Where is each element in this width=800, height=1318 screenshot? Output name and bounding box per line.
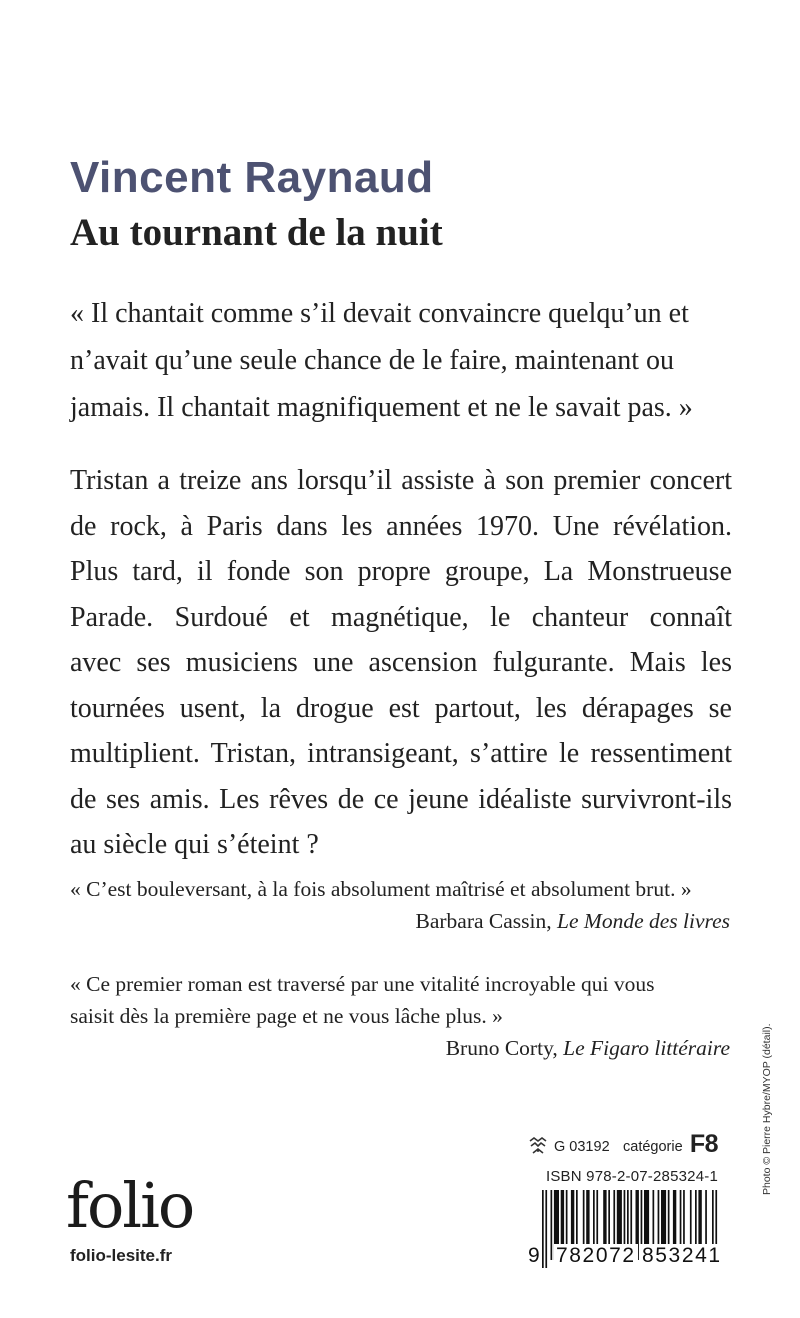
review-publication: Le Monde des livres [557,909,730,933]
description-line: au siècle qui s’éteint ? [70,829,319,860]
review-source [70,1032,730,1064]
review-quote-line: « C’est bouleversant, à la fois absolument maîtrisé et absolument brut. » [70,877,692,901]
description-line: multiplient. Tristan, intransigeant, s’attire le ressentiment [70,738,732,769]
review-publication: Le Figaro littéraire [563,1036,730,1060]
catalog-code: G 03192 [554,1139,610,1155]
photo-credit: Photo © Pierre Hybre/MYOP (détail). [761,1023,773,1195]
book-description [70,458,732,868]
description-line: Tristan a treize ans lorsqu’il assiste à son premier concert [70,465,732,496]
press-review-1 [70,873,730,937]
review-author: Bruno Corty, [445,1036,564,1060]
review-quote-line: saisit dès la première page et ne vous lâche plus. » [70,1004,503,1028]
isbn-number: ISBN 978-2-07-285324-1 [545,1168,718,1185]
epigraph-line: jamais. Il chantait magnifiquement et ne le savait pas. » [70,392,693,423]
epigraph-line: n’avait qu’une seule chance de le faire, maintenant ou [70,345,675,376]
catalog-line [528,1130,718,1164]
folio-logo: folio [66,1169,194,1242]
barcode-digits [528,1244,720,1270]
epigraph-quote [70,290,732,431]
publisher-website: folio-lesite.fr [70,1246,173,1265]
review-source [70,905,730,937]
publisher-emblem-icon [528,1137,548,1155]
press-review-2 [70,968,730,1064]
description-line: tournées usent, la drogue est partout, les dérapages se [70,692,732,724]
description-line: de ses amis. Les rêves de ce jeune idéaliste survivront-ils [70,783,732,815]
author-name: Vincent Raynaud [70,153,434,202]
barcode-digit-group: 853241 [642,1244,722,1267]
description-line: de rock, à Paris dans les années 1970. Une révélation. [70,510,732,542]
book-title: Au tournant de la nuit [70,211,443,254]
price-category: F8 [689,1130,718,1158]
description-line: Parade. Surdoué et magnétique, le chanteur connaît [70,601,732,633]
description-line: avec ses musiciens une ascension fulgurante. Mais les [70,647,732,678]
review-quote-line: « Ce premier roman est traversé par une vitalité incroyable qui vous [70,972,655,996]
description-line: Plus tard, il fonde son propre groupe, La Monstrueuse [70,556,732,587]
review-author: Barbara Cassin, [415,909,558,933]
barcode-digit-group: 9 [528,1244,542,1267]
category-label: catégorie [623,1139,683,1155]
barcode-digit-group: 782072 [556,1244,636,1267]
epigraph-line: « Il chantait comme s’il devait convaincre quelqu’un et [70,298,689,329]
